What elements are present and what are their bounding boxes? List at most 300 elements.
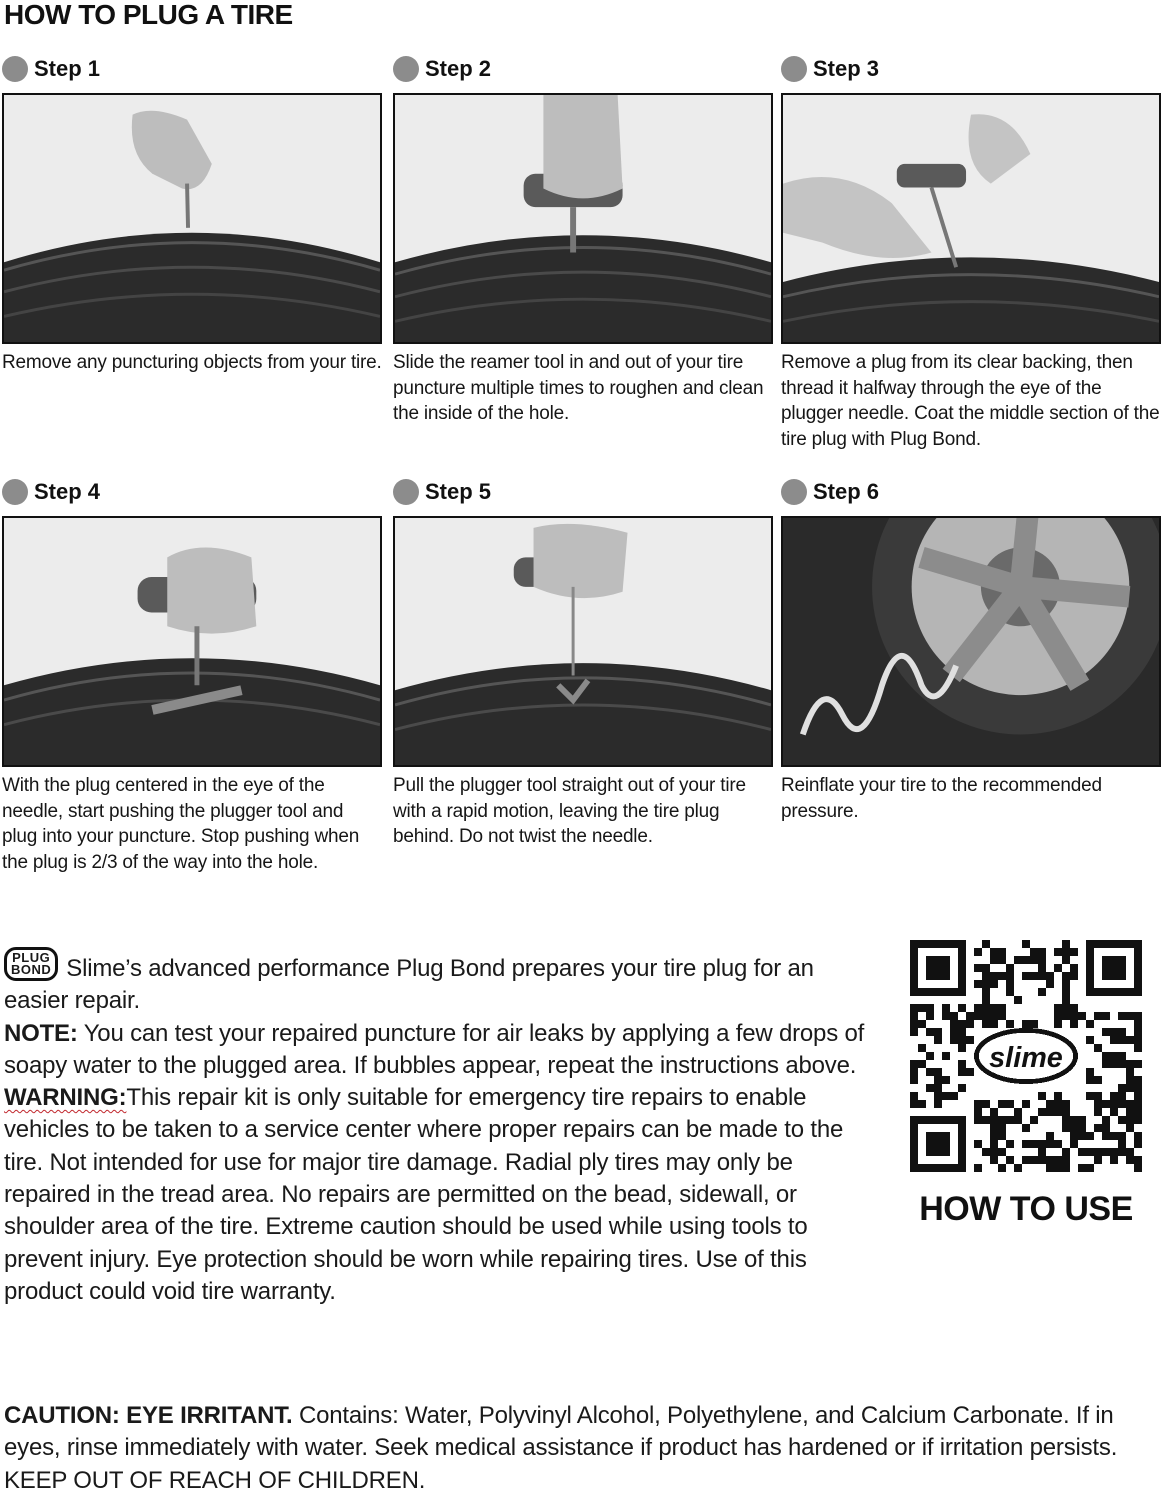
qr-module bbox=[1134, 1140, 1142, 1148]
gray-circle-icon bbox=[393, 56, 419, 82]
qr-module bbox=[1118, 1148, 1126, 1156]
qr-module bbox=[1022, 1100, 1030, 1108]
qr-module bbox=[982, 964, 990, 972]
qr-module bbox=[990, 1116, 998, 1124]
qr-module bbox=[974, 980, 982, 988]
qr-module bbox=[998, 1004, 1006, 1012]
qr-module bbox=[1086, 1092, 1094, 1100]
qr-module bbox=[974, 1012, 982, 1020]
qr-module bbox=[990, 1012, 998, 1020]
warning-paragraph bbox=[4, 1082, 874, 1308]
qr-module bbox=[1014, 996, 1022, 1004]
step-caption: Remove a plug from its clear backing, then thread it halfway through the eye of the plugger needle. Coat the middle section of the tire plug with Plug Bond. bbox=[781, 352, 1160, 450]
qr-module bbox=[942, 1004, 950, 1012]
qr-module bbox=[1110, 1148, 1118, 1156]
qr-caption: HOW TO USE bbox=[919, 1190, 1133, 1228]
qr-module bbox=[1134, 1036, 1142, 1044]
plug-bond-logo-line1: PLUG bbox=[12, 950, 51, 965]
step-2 bbox=[393, 54, 773, 427]
reamer-tool-illustration bbox=[395, 95, 771, 342]
qr-module bbox=[1134, 1108, 1142, 1116]
qr-module bbox=[1118, 1028, 1126, 1036]
qr-module bbox=[1086, 1164, 1094, 1172]
gray-circle-icon bbox=[2, 56, 28, 82]
qr-module bbox=[1110, 1092, 1118, 1100]
qr-module bbox=[1046, 1164, 1054, 1172]
qr-module bbox=[974, 1100, 982, 1108]
reinflate-illustration bbox=[783, 518, 1159, 765]
qr-module bbox=[998, 1116, 1006, 1124]
qr-module bbox=[1062, 972, 1070, 980]
qr-module bbox=[1022, 1156, 1030, 1164]
qr-module bbox=[1006, 972, 1014, 980]
qr-module bbox=[1110, 1100, 1118, 1108]
qr-module bbox=[1134, 1028, 1142, 1036]
qr-module bbox=[1062, 1164, 1070, 1172]
caution-text: Contains: Water, Polyvinyl Alcohol, Polyethylene, and Calcium Carbonate. If in eyes, rinse immediately with water. Seek medical assistance if product has hardened or if irritation persists. KEEP OUT OF REACH OF CHILDREN. bbox=[4, 1402, 1118, 1494]
qr-module bbox=[1070, 948, 1078, 956]
qr-module bbox=[910, 1076, 918, 1084]
qr-module bbox=[1038, 1148, 1046, 1156]
qr-module bbox=[1070, 1012, 1078, 1020]
qr-module bbox=[918, 1044, 926, 1052]
qr-module bbox=[1134, 1100, 1142, 1108]
qr-module bbox=[910, 1068, 918, 1076]
tool-removal-illustration bbox=[395, 518, 771, 765]
plug-bond-text: Slime’s advanced performance Plug Bond prepares your tire plug for an easier repair. bbox=[4, 955, 814, 1015]
qr-module bbox=[1134, 1084, 1142, 1092]
qr-module bbox=[990, 1148, 998, 1156]
qr-module bbox=[1030, 1116, 1038, 1124]
qr-module bbox=[950, 1036, 958, 1044]
qr-module bbox=[1062, 996, 1070, 1004]
qr-module bbox=[1046, 1140, 1054, 1148]
qr-module bbox=[990, 1020, 998, 1028]
qr-module bbox=[982, 972, 990, 980]
qr-module bbox=[974, 1140, 982, 1148]
qr-module bbox=[1118, 1060, 1126, 1068]
qr-module bbox=[1110, 1052, 1118, 1060]
gray-circle-icon bbox=[781, 56, 807, 82]
step-4-photo bbox=[2, 516, 382, 767]
qr-module bbox=[918, 1100, 926, 1108]
qr-module bbox=[1110, 1108, 1118, 1116]
qr-module bbox=[1078, 1132, 1086, 1140]
qr-module bbox=[1054, 1100, 1062, 1108]
qr-module bbox=[1102, 1012, 1110, 1020]
qr-module bbox=[1046, 1132, 1054, 1140]
note-text: You can test your repaired puncture for air leaks by applying a few drops of soapy water to the plugged area. If bubbles appear, repeat the instructions above. bbox=[4, 1019, 865, 1079]
qr-module bbox=[990, 1108, 998, 1116]
qr-module bbox=[1070, 964, 1078, 972]
plug-bond-logo-line2: BOND bbox=[11, 962, 52, 977]
qr-module bbox=[974, 948, 982, 956]
qr-module bbox=[966, 1036, 974, 1044]
qr-module bbox=[1022, 972, 1030, 980]
qr-module bbox=[1126, 1108, 1134, 1116]
qr-module bbox=[998, 1100, 1006, 1108]
qr-module bbox=[942, 1052, 950, 1060]
step-caption: With the plug centered in the eye of the needle, start pushing the plugger tool and plug into your puncture. Stop pushing when the plug is 2/3 of the way into the hole. bbox=[2, 775, 360, 873]
qr-module bbox=[1110, 1156, 1118, 1164]
qr-module bbox=[1062, 1108, 1070, 1116]
qr-module bbox=[1134, 1156, 1142, 1164]
step-label: Step 3 bbox=[813, 56, 880, 81]
qr-module bbox=[998, 1012, 1006, 1020]
qr-module bbox=[1054, 1164, 1062, 1172]
qr-module bbox=[1134, 1060, 1142, 1068]
qr-module bbox=[1086, 1068, 1094, 1076]
qr-module bbox=[918, 1020, 926, 1028]
qr-module bbox=[1046, 972, 1054, 980]
step-header bbox=[781, 477, 1161, 507]
slime-logo bbox=[976, 1030, 1075, 1081]
qr-module bbox=[982, 940, 990, 948]
qr-module bbox=[934, 1028, 942, 1036]
qr-module bbox=[1086, 1132, 1094, 1140]
plug-bond-logo bbox=[4, 947, 58, 981]
qr-module bbox=[1054, 1004, 1062, 1012]
qr-module bbox=[982, 1020, 990, 1028]
qr-module bbox=[966, 1020, 974, 1028]
qr-module bbox=[998, 1148, 1006, 1156]
qr-module bbox=[1038, 1092, 1046, 1100]
qr-module bbox=[1054, 964, 1062, 972]
qr-module bbox=[1086, 1148, 1094, 1156]
qr-module bbox=[990, 1132, 998, 1140]
gray-circle-icon bbox=[393, 479, 419, 505]
qr-module bbox=[1062, 956, 1070, 964]
page-title: HOW TO PLUG A TIRE bbox=[4, 0, 293, 30]
qr-module bbox=[950, 1012, 958, 1020]
qr-module bbox=[958, 1004, 966, 1012]
qr-module bbox=[1134, 1164, 1142, 1172]
qr-module bbox=[1094, 1148, 1102, 1156]
qr-module bbox=[990, 972, 998, 980]
qr-module bbox=[1110, 1132, 1118, 1140]
qr-module bbox=[1118, 1100, 1126, 1108]
qr-module bbox=[1102, 1116, 1110, 1124]
qr-module bbox=[982, 1116, 990, 1124]
qr-module bbox=[998, 1124, 1006, 1132]
qr-module bbox=[1022, 956, 1030, 964]
plug-threading-illustration bbox=[783, 95, 1159, 342]
qr-module bbox=[1062, 948, 1070, 956]
qr-module bbox=[1006, 964, 1014, 972]
step-1-photo bbox=[2, 93, 382, 344]
qr-module bbox=[1094, 1156, 1102, 1164]
qr-module bbox=[1014, 1116, 1022, 1124]
step-3-photo bbox=[781, 93, 1161, 344]
qr-module bbox=[1102, 1100, 1110, 1108]
caution-label: CAUTION: EYE IRRITANT. bbox=[4, 1402, 293, 1429]
qr-module bbox=[942, 1012, 950, 1020]
qr-module bbox=[1126, 1036, 1134, 1044]
step-4 bbox=[2, 477, 382, 875]
qr-module bbox=[926, 1052, 934, 1060]
step-5 bbox=[393, 477, 773, 850]
qr-module bbox=[1030, 972, 1038, 980]
qr-module bbox=[1078, 1116, 1086, 1124]
qr-module bbox=[982, 996, 990, 1004]
qr-module bbox=[1118, 1012, 1126, 1020]
step-header bbox=[393, 54, 773, 84]
qr-module bbox=[990, 1124, 998, 1132]
qr-module bbox=[1126, 1012, 1134, 1020]
qr-module bbox=[1110, 1036, 1118, 1044]
slime-logo-text: slime bbox=[989, 1042, 1063, 1075]
plug-insert-illustration bbox=[4, 518, 380, 765]
qr-module bbox=[1094, 1076, 1102, 1084]
qr-module bbox=[1110, 1060, 1118, 1068]
qr-module bbox=[982, 988, 990, 996]
qr-module bbox=[1054, 1140, 1062, 1148]
qr-module bbox=[958, 1020, 966, 1028]
qr-module bbox=[990, 1140, 998, 1148]
qr-module bbox=[1126, 1116, 1134, 1124]
qr-module bbox=[950, 1092, 958, 1100]
qr-module bbox=[910, 1004, 918, 1012]
qr-module bbox=[1030, 956, 1038, 964]
qr-module bbox=[934, 1036, 942, 1044]
qr-module bbox=[1030, 1140, 1038, 1148]
qr-module bbox=[934, 1076, 942, 1084]
caution-block bbox=[4, 1400, 1154, 1497]
qr-module bbox=[910, 1100, 918, 1108]
qr-module bbox=[958, 1084, 966, 1092]
gray-circle-icon bbox=[781, 479, 807, 505]
plug-bond-paragraph bbox=[4, 947, 874, 1018]
qr-module bbox=[910, 1028, 918, 1036]
qr-module bbox=[1102, 1132, 1110, 1140]
warning-text: This repair kit is only suitable for emergency tire repairs to enable vehicles to be taken to a service center where proper repairs can be made to the tire. Not intended for use for major tire damage. Radial ply tires may only be repaired in the tread area. No repairs are permitted on the bead, sidewall, or shoulder area of the tire. Extreme caution should be used while using tools to prevent injury. Eye protection should be worn while repairing tires. Use of this product could void tire warranty. bbox=[4, 1084, 844, 1305]
qr-module bbox=[1078, 1164, 1086, 1172]
step-label: Step 5 bbox=[425, 479, 492, 504]
qr-module bbox=[1126, 1124, 1134, 1132]
qr-module bbox=[1046, 980, 1054, 988]
qr-code[interactable] bbox=[910, 940, 1142, 1172]
qr-module bbox=[998, 956, 1006, 964]
qr-module bbox=[1038, 988, 1046, 996]
step-label: Step 2 bbox=[425, 56, 492, 81]
qr-module bbox=[1022, 940, 1030, 948]
qr-module bbox=[958, 1028, 966, 1036]
qr-module bbox=[1094, 1108, 1102, 1116]
qr-module bbox=[1134, 1076, 1142, 1084]
qr-module bbox=[1022, 1140, 1030, 1148]
qr-module bbox=[982, 1148, 990, 1156]
qr-module bbox=[998, 972, 1006, 980]
qr-module bbox=[1038, 1140, 1046, 1148]
qr-module bbox=[958, 1044, 966, 1052]
qr-module bbox=[926, 1068, 934, 1076]
qr-module bbox=[1094, 1044, 1102, 1052]
step-label: Step 1 bbox=[34, 56, 101, 81]
qr-module bbox=[1134, 1132, 1142, 1140]
qr-module bbox=[1134, 1044, 1142, 1052]
qr-module bbox=[1054, 1092, 1062, 1100]
qr-module bbox=[934, 1084, 942, 1092]
qr-module bbox=[1030, 1020, 1038, 1028]
step-5-photo bbox=[393, 516, 773, 767]
qr-module bbox=[982, 1012, 990, 1020]
step-3 bbox=[781, 54, 1161, 452]
qr-module bbox=[982, 980, 990, 988]
qr-module bbox=[1062, 1004, 1070, 1012]
qr-module bbox=[1014, 1164, 1022, 1172]
qr-module bbox=[1038, 1156, 1046, 1164]
note-paragraph bbox=[4, 1018, 874, 1083]
qr-module bbox=[974, 1116, 982, 1124]
qr-module bbox=[1118, 1052, 1126, 1060]
qr-module bbox=[1134, 1012, 1142, 1020]
qr-module bbox=[1070, 1132, 1078, 1140]
qr-module bbox=[1054, 1012, 1062, 1020]
qr-module bbox=[1014, 956, 1022, 964]
qr-module bbox=[1118, 1132, 1126, 1140]
qr-module bbox=[1038, 972, 1046, 980]
qr-module bbox=[1038, 948, 1046, 956]
qr-module bbox=[1030, 948, 1038, 956]
step-header bbox=[781, 54, 1161, 84]
qr-module bbox=[1126, 1084, 1134, 1092]
qr-module bbox=[990, 1004, 998, 1012]
qr-module bbox=[1038, 956, 1046, 964]
qr-module bbox=[966, 1068, 974, 1076]
qr-module bbox=[1062, 1148, 1070, 1156]
qr-module bbox=[926, 1084, 934, 1092]
qr-module bbox=[1038, 1108, 1046, 1116]
step-label: Step 4 bbox=[34, 479, 101, 504]
qr-module bbox=[982, 1100, 990, 1108]
qr-module bbox=[1062, 988, 1070, 996]
qr-module bbox=[974, 1108, 982, 1116]
qr-module bbox=[1126, 1100, 1134, 1108]
gray-circle-icon bbox=[2, 479, 28, 505]
qr-module bbox=[926, 1012, 934, 1020]
qr-module bbox=[1126, 1076, 1134, 1084]
qr-module bbox=[1062, 1012, 1070, 1020]
qr-module bbox=[1094, 1092, 1102, 1100]
step-caption: Pull the plugger tool straight out of your tire with a rapid motion, leaving the tire plug behind. Do not twist the needle. bbox=[393, 775, 746, 847]
qr-module bbox=[990, 1156, 998, 1164]
qr-module bbox=[1046, 1108, 1054, 1116]
qr-module bbox=[1070, 1116, 1078, 1124]
qr-module bbox=[1070, 1140, 1078, 1148]
note-label: NOTE: bbox=[4, 1019, 78, 1047]
qr-module bbox=[942, 1092, 950, 1100]
qr-module bbox=[1118, 1036, 1126, 1044]
qr-module bbox=[1022, 1020, 1030, 1028]
qr-module bbox=[1070, 1124, 1078, 1132]
qr-module bbox=[998, 1132, 1006, 1140]
step-caption: Slide the reamer tool in and out of your tire puncture multiple times to roughen and clean the inside of the hole. bbox=[393, 352, 764, 424]
qr-module bbox=[918, 1060, 926, 1068]
qr-module bbox=[1046, 1100, 1054, 1108]
qr-module bbox=[1038, 964, 1046, 972]
qr-module bbox=[998, 1164, 1006, 1172]
qr-module bbox=[1110, 1028, 1118, 1036]
qr-module bbox=[1134, 1092, 1142, 1100]
step-6 bbox=[781, 477, 1161, 824]
qr-module bbox=[910, 1092, 918, 1100]
qr-module bbox=[958, 1068, 966, 1076]
qr-module bbox=[1094, 1124, 1102, 1132]
qr-module bbox=[1070, 1004, 1078, 1012]
qr-module bbox=[1134, 1116, 1142, 1124]
qr-module bbox=[1078, 1148, 1086, 1156]
qr-module bbox=[910, 1020, 918, 1028]
qr-module bbox=[934, 1092, 942, 1100]
step-header bbox=[393, 477, 773, 507]
step-caption: Reinflate your tire to the recommended pressure. bbox=[781, 775, 1102, 822]
qr-module bbox=[1054, 1020, 1062, 1028]
qr-module bbox=[1102, 1028, 1110, 1036]
qr-module bbox=[934, 1100, 942, 1108]
qr-module bbox=[1102, 1052, 1110, 1060]
qr-module bbox=[926, 1028, 934, 1036]
qr-module bbox=[1006, 1020, 1014, 1028]
qr-module bbox=[998, 948, 1006, 956]
qr-module bbox=[974, 964, 982, 972]
qr-module bbox=[1102, 1148, 1110, 1156]
step-header bbox=[2, 477, 382, 507]
qr-module bbox=[1062, 1124, 1070, 1132]
qr-module bbox=[1126, 1148, 1134, 1156]
qr-module bbox=[1118, 1140, 1126, 1148]
qr-module bbox=[1062, 1156, 1070, 1164]
step-header bbox=[2, 54, 382, 84]
qr-module bbox=[918, 1004, 926, 1012]
qr-module bbox=[1094, 1012, 1102, 1020]
qr-module bbox=[990, 956, 998, 964]
qr-module bbox=[942, 1076, 950, 1084]
qr-module bbox=[966, 1012, 974, 1020]
qr-module bbox=[1006, 988, 1014, 996]
caution-paragraph bbox=[4, 1400, 1154, 1497]
qr-module bbox=[1086, 1076, 1094, 1084]
qr-module bbox=[1006, 980, 1014, 988]
qr-module bbox=[1118, 1116, 1126, 1124]
qr-module bbox=[1054, 948, 1062, 956]
qr-module bbox=[990, 980, 998, 988]
qr-module bbox=[1078, 1124, 1086, 1132]
qr-module bbox=[974, 1004, 982, 1012]
qr-module bbox=[1030, 1156, 1038, 1164]
step-2-photo bbox=[393, 93, 773, 344]
qr-module bbox=[910, 1060, 918, 1068]
qr-module bbox=[1062, 980, 1070, 988]
qr-module bbox=[934, 1068, 942, 1076]
qr-module bbox=[1054, 1156, 1062, 1164]
qr-module bbox=[974, 1164, 982, 1172]
qr-module bbox=[982, 1004, 990, 1012]
qr-module bbox=[950, 1028, 958, 1036]
qr-module bbox=[1062, 940, 1070, 948]
qr-module bbox=[1062, 1100, 1070, 1108]
qr-module bbox=[1070, 1020, 1078, 1028]
qr-module bbox=[1086, 1036, 1094, 1044]
qr-module bbox=[1006, 1100, 1014, 1108]
info-text-block bbox=[4, 947, 874, 1308]
qr-module bbox=[926, 1004, 934, 1012]
step-6-photo bbox=[781, 516, 1161, 767]
qr-module bbox=[1118, 1084, 1126, 1092]
qr-module bbox=[1006, 1140, 1014, 1148]
qr-module bbox=[1126, 1068, 1134, 1076]
qr-module bbox=[1094, 1100, 1102, 1108]
qr-module bbox=[1054, 1108, 1062, 1116]
